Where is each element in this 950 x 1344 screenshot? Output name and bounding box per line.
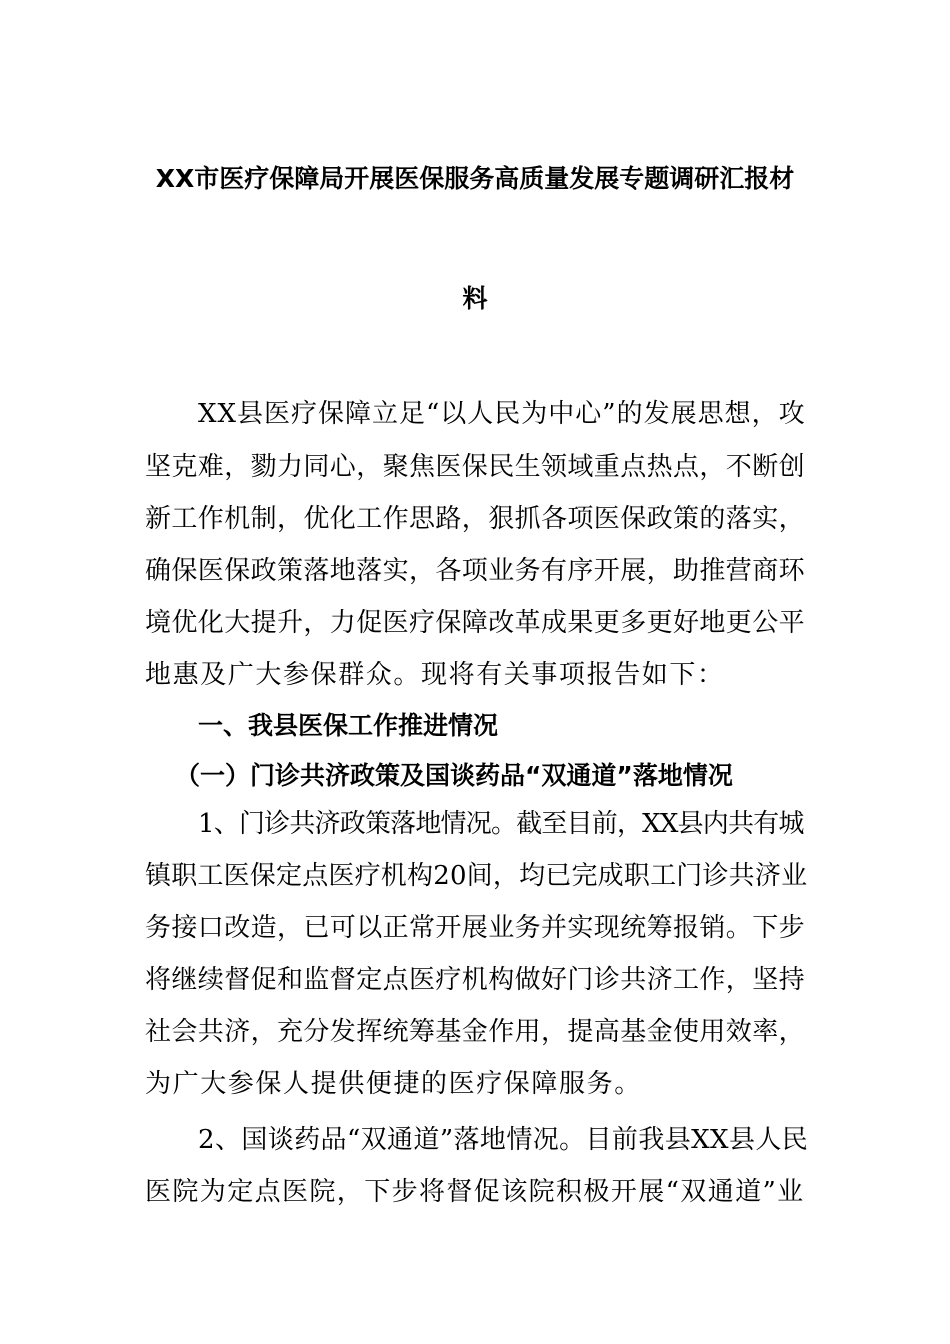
intro-paragraph-line: XX县医疗保障立足“以人民为中心”的发展思想，攻 bbox=[198, 399, 806, 429]
item1-paragraph-line: 镇职工医保定点医疗机构20间，均已完成职工门诊共济业 bbox=[145, 861, 808, 891]
subsection-heading: （一）门诊共济政策及国谈药品“双通道”落地情况 bbox=[175, 761, 733, 790]
intro-paragraph-line: 境优化大提升，力促医疗保障改革成果更多更好地更公平 bbox=[145, 608, 806, 638]
document-title-line-1: XX市医疗保障局开展医保服务高质量发展专题调研汇报材 bbox=[155, 164, 795, 193]
intro-paragraph-line: 坚克难，勠力同心，聚焦医保民生领域重点热点，不断创 bbox=[145, 452, 806, 482]
intro-paragraph-line: 地惠及广大参保群众。现将有关事项报告如下： bbox=[145, 660, 725, 690]
item1-paragraph-line: 务接口改造，已可以正常开展业务并实现统筹报销。下步 bbox=[145, 913, 806, 943]
item1-paragraph-line: 社会共济，充分发挥统筹基金作用，提高基金使用效率， bbox=[145, 1017, 806, 1047]
item1-paragraph-line: 将继续督促和监督定点医疗机构做好门诊共济工作，坚持 bbox=[145, 965, 806, 995]
item2-paragraph-line: 2、国谈药品“双通道”落地情况。目前我县XX县人民 bbox=[198, 1125, 809, 1155]
document-title-line-2: 料 bbox=[462, 284, 488, 313]
item2-paragraph-line: 医院为定点医院，下步将督促该院积极开展“双通道”业 bbox=[145, 1177, 805, 1207]
section-heading: 一、我县医保工作推进情况 bbox=[198, 711, 499, 740]
item1-paragraph-line: 1、门诊共济政策落地情况。截至目前，XX县内共有城 bbox=[198, 809, 804, 839]
item1-paragraph-line: 为广大参保人提供便捷的医疗保障服务。 bbox=[145, 1069, 642, 1099]
intro-paragraph-line: 确保医保政策落地落实，各项业务有序开展，助推营商环 bbox=[145, 556, 806, 586]
intro-paragraph-line: 新工作机制，优化工作思路，狠抓各项医保政策的落实， bbox=[145, 504, 806, 534]
